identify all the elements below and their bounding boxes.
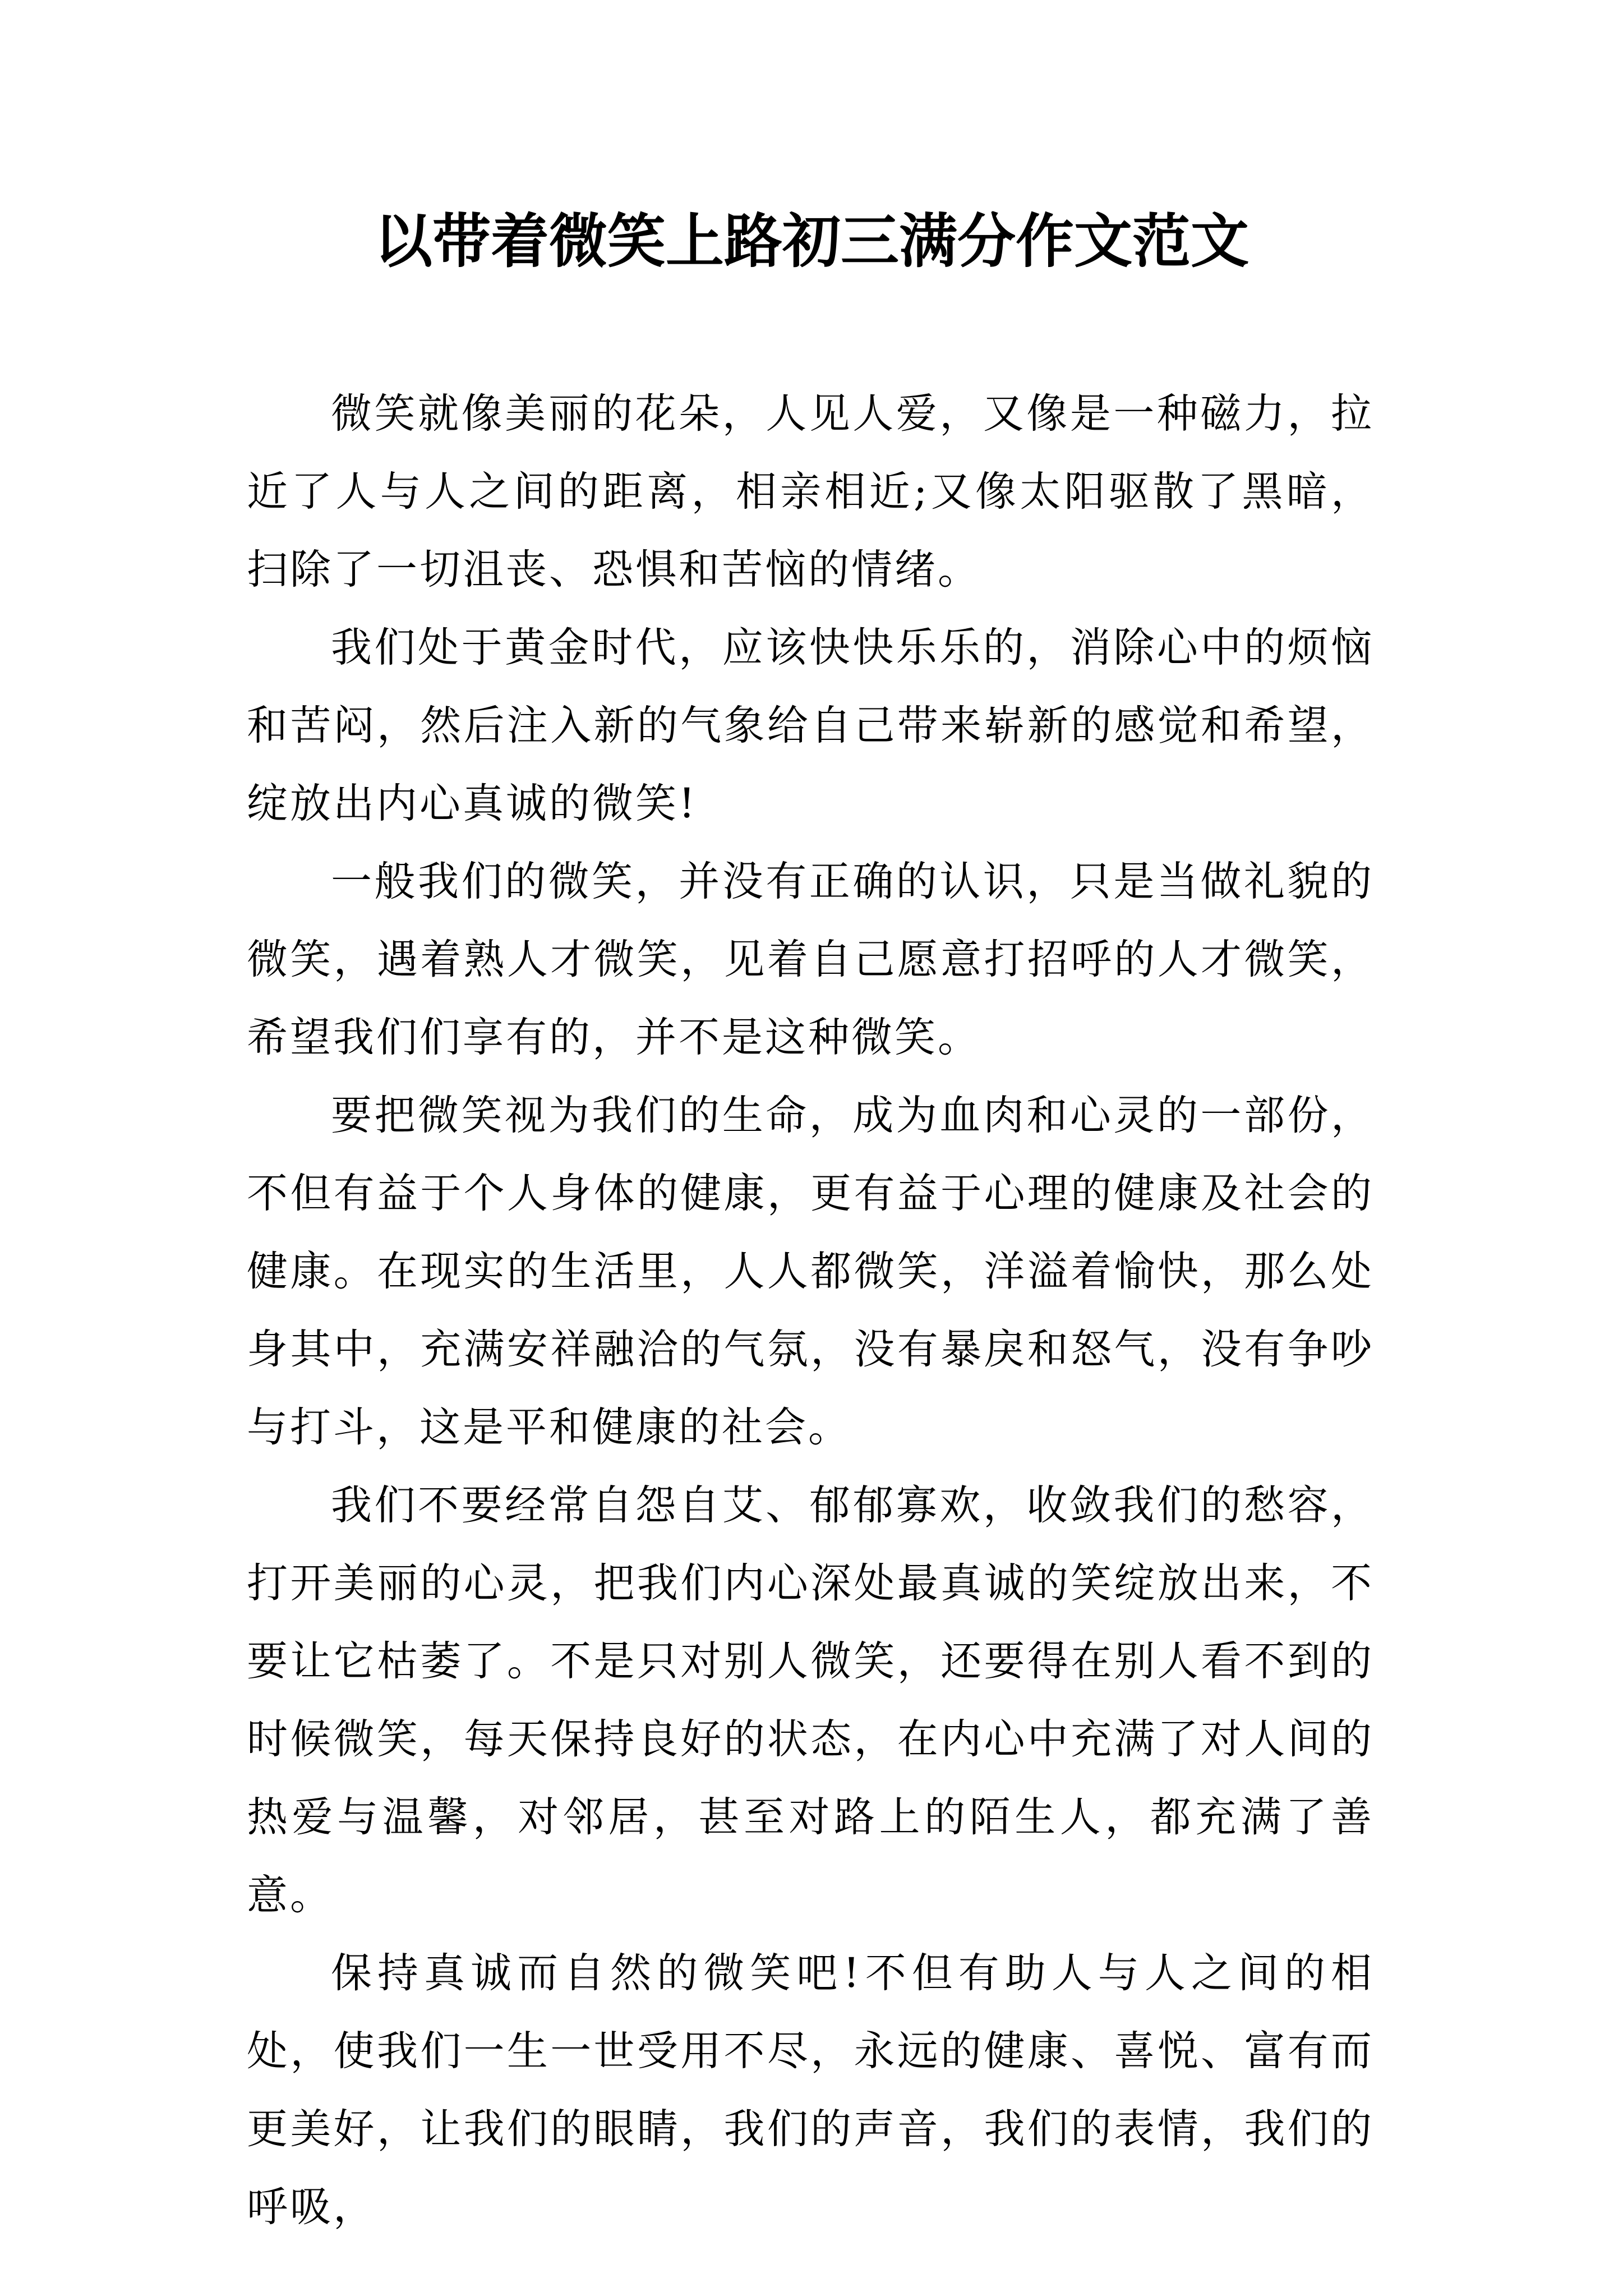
paragraph-1: 微笑就像美丽的花朵，人见人爱，又像是一种磁力，拉近了人与人之间的距离，相亲相近;又像太阳驱散了黑暗，扫除了一切沮丧、恐惧和苦恼的情绪。 bbox=[247, 390, 1374, 593]
paragraph-6: 保持真诚而自然的微笑吧!不但有助人与人之间的相处，使我们一生一世受用不尽，永远的健康、喜悦、富有而更美好，让我们的眼睛，我们的声音，我们的表情，我们的呼吸， bbox=[247, 1949, 1374, 2231]
document-title: 以带着微笑上路初三满分作文范文 bbox=[374, 207, 1249, 275]
paragraph-5: 我们不要经常自怨自艾、郁郁寡欢，收敛我们的愁容，打开美丽的心灵，把我们内心深处最真诚的笑绽放出来，不要让它枯萎了。不是只对别人微笑，还要得在别人看不到的时候微笑，每天保持良好的状态，在内心中充满了对人间的热爱与温馨，对邻居，甚至对路上的陌生人，都充满了善意。 bbox=[247, 1481, 1374, 1919]
document-body bbox=[247, 375, 1374, 2246]
paragraph-3: 一般我们的微笑，并没有正确的认识，只是当做礼貌的微笑，遇着熟人才微笑，见着自己愿意打招呼的人才微笑，希望我们们享有的，并不是这种微笑。 bbox=[247, 858, 1374, 1061]
paragraph-2: 我们处于黄金时代，应该快快乐乐的，消除心中的烦恼和苦闷，然后注入新的气象给自己带来崭新的感觉和希望，绽放出内心真诚的微笑! bbox=[247, 624, 1374, 827]
paragraph-4: 要把微笑视为我们的生命，成为血肉和心灵的一部份，不但有益于个人身体的健康，更有益于心理的健康及社会的健康。在现实的生活里，人人都微笑，洋溢着愉快，那么处身其中，充满安祥融洽的气氛，没有暴戾和怒气，没有争吵与打斗，这是平和健康的社会。 bbox=[247, 1092, 1374, 1451]
